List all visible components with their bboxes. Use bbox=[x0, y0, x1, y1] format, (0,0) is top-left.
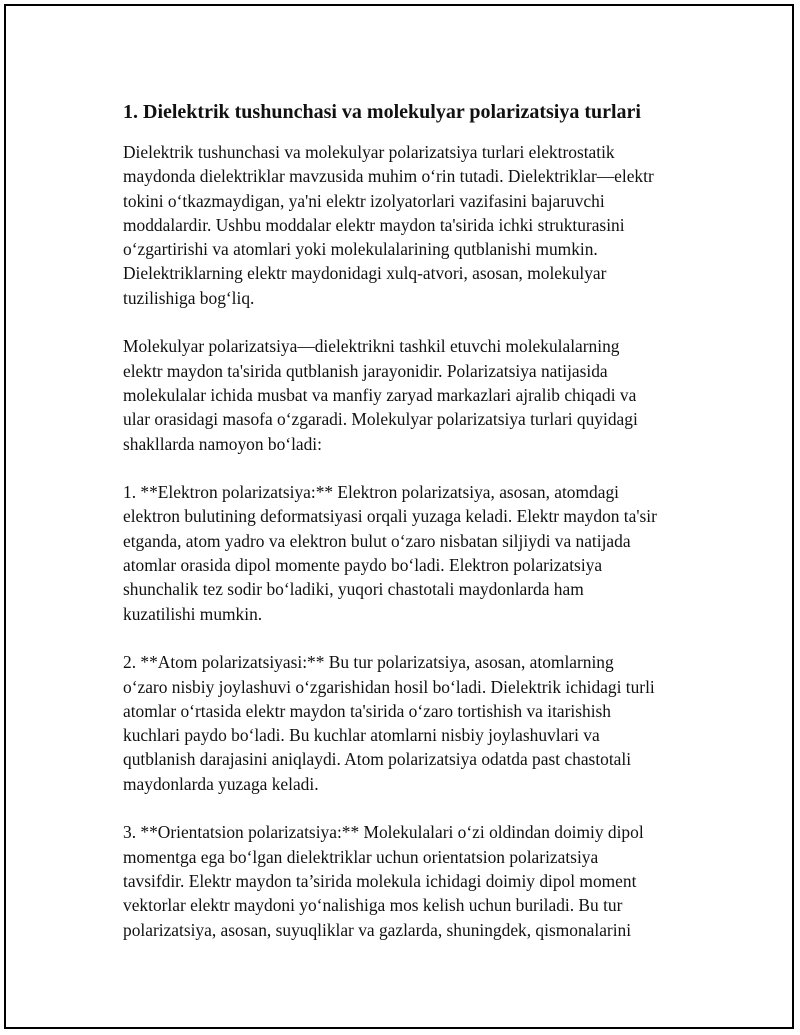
text-line: qutblanish darajasini aniqlaydi. Atom polarizatsiya odatda past chastotali bbox=[123, 749, 632, 770]
text-line: 1. **Elektron polarizatsiya:** Elektron polarizatsiya, asosan, atomdagi bbox=[123, 482, 619, 503]
text-line: atomlar o‘rtasida elektr maydon ta'sirida o‘zaro tortishish va itarishish bbox=[123, 700, 611, 721]
text-line: o‘zgartirishi va atomlari yoki molekulalarining qutblanishi mumkin. bbox=[123, 239, 598, 260]
text-line: tokini o‘tkazmaydigan, ya'ni elektr izolyatorlari vazifasini bajaruvchi bbox=[123, 190, 605, 211]
text-line: momentga ega bo‘lgan dielektriklar uchun orientatsion polarizatsiya bbox=[123, 846, 599, 867]
text-line: elektron bulutining deformatsiyasi orqali yuzaga keladi. Elektr maydon ta'sir bbox=[123, 506, 657, 527]
paragraph-electron-polarization bbox=[123, 480, 703, 626]
text-line: o‘zaro nisbiy joylashuvi o‘zgarishidan hosil bo‘ladi. Dielektrik ichidagi turli bbox=[123, 676, 655, 697]
text-line: Dielektrik tushunchasi va molekulyar polarizatsiya turlari elektrostatik bbox=[123, 142, 615, 162]
text-line: Dielektriklarning elektr maydonidagi xulq-atvori, asosan, molekulyar bbox=[123, 263, 607, 284]
text-line: tavsifdir. Elektr maydon ta’sirida molekula ichidagi doimiy dipol moment bbox=[123, 870, 637, 891]
paragraph-molecular-polarization bbox=[123, 334, 703, 455]
text-line: polarizatsiya, asosan, suyuqliklar va gazlarda, shuningdek, qismonalarini bbox=[123, 919, 632, 940]
text-line: elektr maydon ta'sirida qutblanish jarayonidir. Polarizatsiya natijasida bbox=[123, 360, 608, 381]
text-line: ular orasidagi masofa o‘zgaradi. Molekulyar polarizatsiya turlari quyidagi bbox=[123, 409, 638, 430]
text-line: 3. **Orientatsion polarizatsiya:** Molekulalari o‘zi oldindan doimiy dipol bbox=[123, 822, 644, 843]
text-line: vektorlar elektr maydoni yo‘nalishiga mos kelish uchun buriladi. Bu tur bbox=[123, 895, 623, 916]
text-line: Molekulyar polarizatsiya—dielektrikni tashkil etuvchi molekulalarning bbox=[123, 336, 620, 357]
document-body bbox=[123, 98, 703, 966]
text-line: moddalardir. Ushbu moddalar elektr maydon ta'sirida ichki strukturasini bbox=[123, 214, 625, 235]
text-line: kuchlari paydo bo‘ladi. Bu kuchlar atomlarni nisbiy joylashuvlari va bbox=[123, 725, 600, 746]
text-line: kuzatilishi mumkin. bbox=[123, 603, 263, 624]
text-line: molekulalar ichida musbat va manfiy zaryad markazlari ajralib chiqadi va bbox=[123, 384, 637, 405]
text-line: maydonlarda yuzaga keladi. bbox=[123, 773, 319, 794]
paragraph-intro bbox=[123, 140, 703, 310]
text-line: tuzilishiga bog‘liq. bbox=[123, 287, 255, 308]
text-line: shakllarda namoyon bo‘ladi: bbox=[123, 433, 322, 454]
text-line: atomlar orasida dipol momente paydo bo‘ladi. Elektron polarizatsiya bbox=[123, 555, 603, 576]
text-line: maydonda dielektriklar mavzusida muhim o‘rin tutadi. Dielektriklar—elektr bbox=[123, 166, 654, 187]
section-heading: 1. Dielektrik tushunchasi va molekulyar polarizatsiya turlari bbox=[123, 101, 641, 123]
text-line: 2. **Atom polarizatsiyasi:** Bu tur polarizatsiya, asosan, atomlarning bbox=[123, 652, 614, 673]
text-line: etganda, atom yadro va elektron bulut o‘zaro nisbatan siljiydi va natijada bbox=[123, 530, 631, 551]
paragraph-orientation-polarization bbox=[123, 820, 703, 941]
text-line: shunchalik tez sodir bo‘ladiki, yuqori chastotali maydonlarda ham bbox=[123, 579, 584, 600]
paragraph-atom-polarization bbox=[123, 650, 703, 796]
page-frame bbox=[4, 4, 794, 1029]
